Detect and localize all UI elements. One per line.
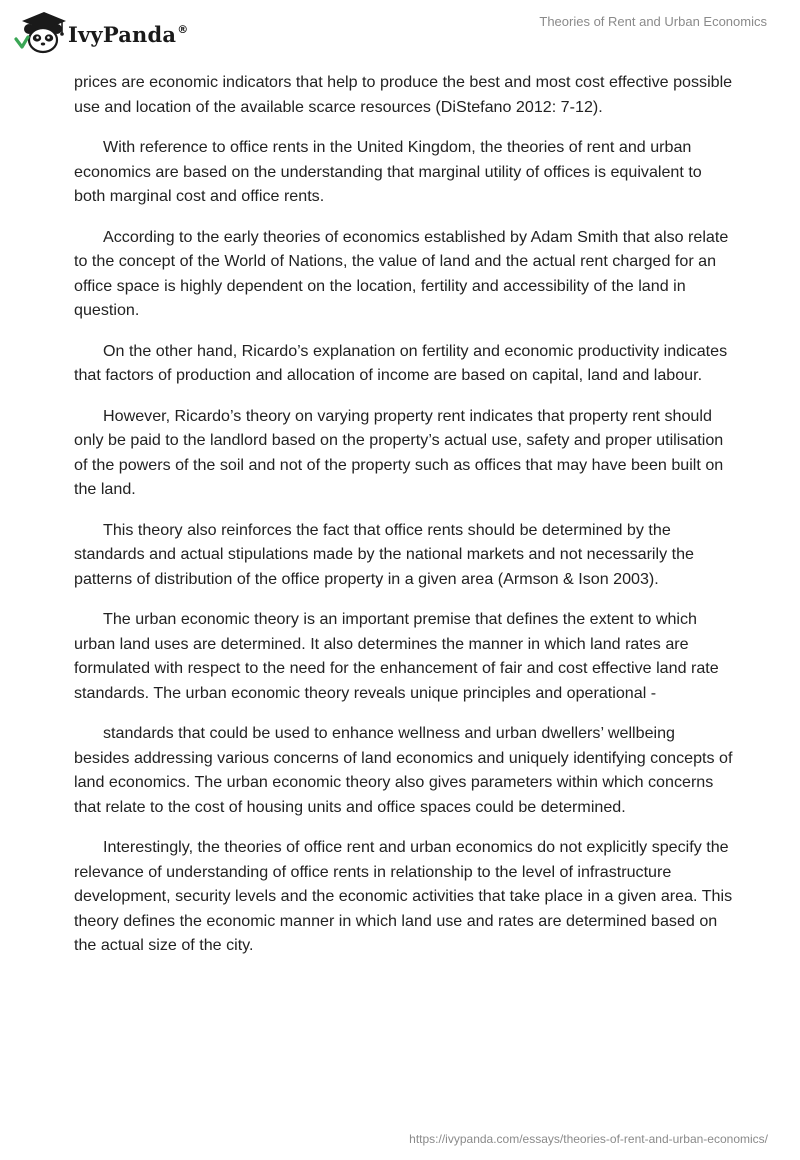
page-header <box>0 0 800 64</box>
paragraph: However, Ricardo’s theory on varying property rent indicates that property rent should only be paid to the landlord based on the property’s actual use, safety and proper utilisation of the powers of the soil and not of the property such as offices that may have been built on the land. <box>74 406 724 498</box>
brand-name <box>68 22 188 47</box>
paragraph: This theory also reinforces the fact that office rents should be determined by the standards and actual stipulations made by the national markets and not necessarily the patterns of distribution of the office property in a given area (Armson & Ison 2003). <box>74 520 694 588</box>
paragraph: standards that could be used to enhance wellness and urban dwellers’ wellbeing besides addressing various concerns of land economics and uniquely identifying concepts of land economics. The urban economic theory also gives parameters within which concerns that relate to the cost of housing units and office spaces could be determined. <box>74 724 733 816</box>
registered-mark: ® <box>177 22 189 36</box>
essay-body <box>74 70 734 974</box>
brand-logo[interactable] <box>14 9 188 55</box>
document-title: Theories of Rent and Urban Economics <box>539 14 767 29</box>
brand-name-text: IvyPanda <box>68 21 177 47</box>
paragraph: The urban economic theory is an important premise that defines the extent to which urban land uses are determined. It also determines the manner in which land rates are formulated with respect to the need for the enhancement of fair and cost effective land rate standards. The urban economic theory reveals unique principles and operational - <box>74 610 719 702</box>
paragraph: prices are economic indicators that help to produce the best and most cost effective possible use and location of the available scarce resources (DiStefano 2012: 7-12). <box>74 73 733 116</box>
paragraph: On the other hand, Ricardo’s explanation on fertility and economic productivity indicates that factors of production and allocation of income are based on capital, land and labour. <box>74 341 728 384</box>
paragraph: According to the early theories of economics established by Adam Smith that also relate to the concept of the World of Nations, the value of land and the actual rent charged for an office space is highly dependent on the location, fertility and accessibility of the land in question. <box>74 227 729 319</box>
source-url[interactable]: https://ivypanda.com/essays/theories-of-rent-and-urban-economics/ <box>409 1132 768 1146</box>
panda-graduate-icon <box>14 9 66 55</box>
paragraph: With reference to office rents in the United Kingdom, the theories of rent and urban economics are based on the understanding that marginal utility of offices is equivalent to both marginal cost and office rents. <box>74 138 702 205</box>
paragraph: Interestingly, the theories of office rent and urban economics do not explicitly specify the relevance of understanding of office rents in relationship to the level of infrastructure development, security levels and the economic activities that take place in a given area. This theory defines the economic manner in which land use and rates are determined based on the actual size of the city. <box>74 838 733 954</box>
